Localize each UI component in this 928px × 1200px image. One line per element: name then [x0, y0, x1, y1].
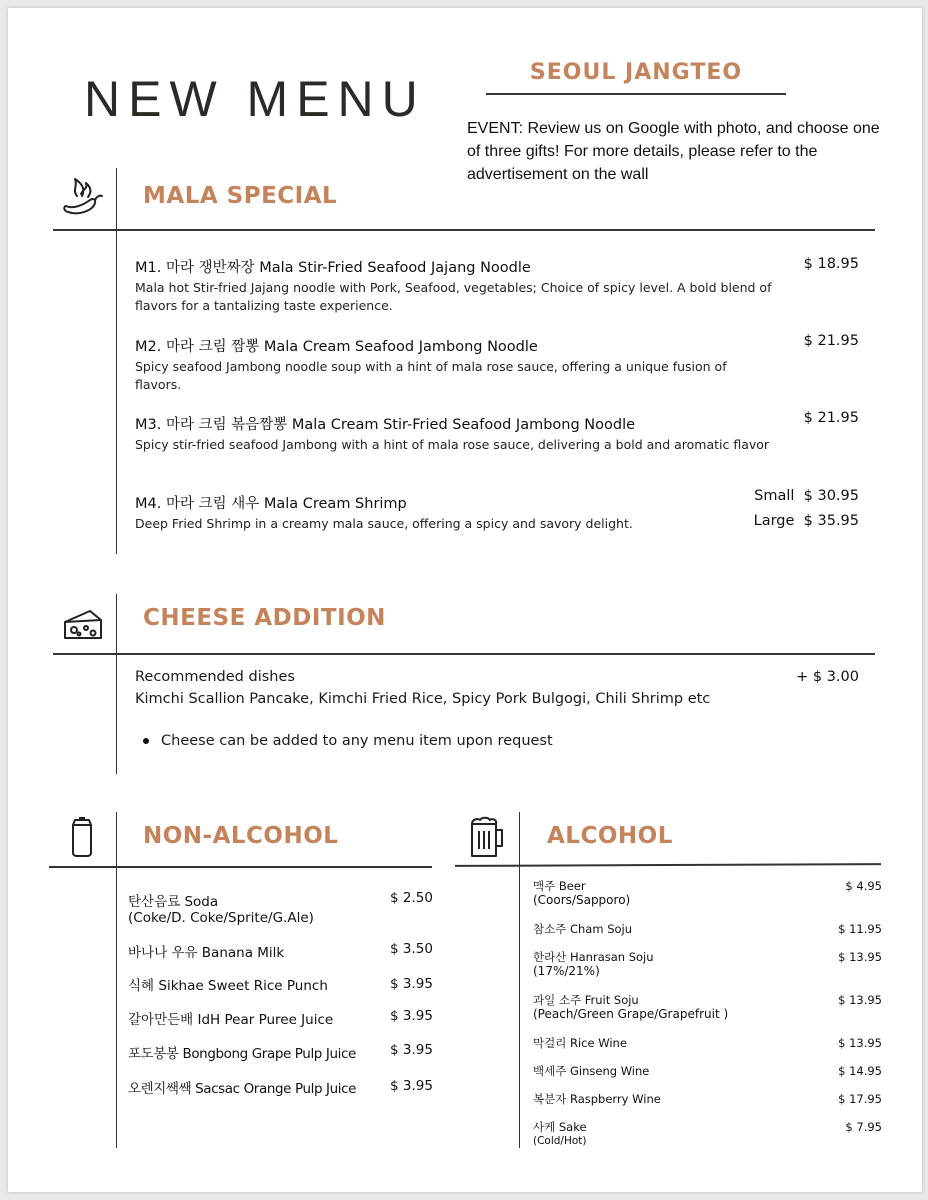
- drink-price: $ 3.95: [390, 1078, 433, 1094]
- alcohol-item: 막걸리 Rice Wine: [533, 1036, 627, 1050]
- menu-page: [8, 8, 922, 1192]
- cheese-note: [143, 733, 553, 749]
- item-price: $ 21.95: [803, 410, 859, 426]
- drink-price: $ 2.50: [390, 890, 433, 906]
- cheese-divider-vertical: [116, 594, 117, 774]
- alcohol-name: 한라산 Hanrasan Soju: [533, 950, 654, 964]
- alcohol-price: $ 13.95: [838, 1036, 882, 1050]
- alcohol-name: 맥주 Beer: [533, 879, 586, 893]
- cheese-divider-horizontal: [53, 653, 875, 655]
- cheese-dishes: Kimchi Scallion Pancake, Kimchi Fried Rice, Spicy Pork Bulgogi, Chili Shrimp etc: [135, 691, 711, 707]
- alcohol-price: $ 4.95: [845, 879, 882, 893]
- non-alcohol-divider-horizontal: [49, 866, 432, 868]
- drink-price: $ 3.95: [390, 976, 433, 992]
- cheese-section-title: CHEESE ADDITION: [143, 605, 386, 631]
- alcohol-price: $ 13.95: [838, 993, 882, 1007]
- can-icon: [70, 816, 94, 858]
- alcohol-divider-vertical: [519, 812, 520, 1148]
- alcohol-item: 백세주 Ginseng Wine: [533, 1064, 650, 1078]
- alcohol-subtext: (Peach/Green Grape/Grapefruit ): [533, 1007, 729, 1021]
- chili-fire-icon: [58, 176, 104, 220]
- brand-name: SEOUL JANGTEO: [529, 60, 743, 85]
- item-description: Deep Fried Shrimp in a creamy mala sauce, offering a spicy and savory delight.: [135, 516, 633, 531]
- alcohol-price: $ 11.95: [838, 922, 882, 936]
- alcohol-price: $ 7.95: [845, 1120, 882, 1134]
- drink-item: 포도봉봉 Bongbong Grape Pulp Juice: [128, 1046, 356, 1062]
- drink-subtext: (Coke/D. Coke/Sprite/G.Ale): [128, 910, 314, 926]
- alcohol-item: [533, 879, 783, 907]
- brand-underline: [486, 93, 786, 95]
- cheese-icon: [62, 608, 104, 642]
- alcohol-subtext: (17%/21%): [533, 964, 600, 978]
- cheese-recommended-label: Recommended dishes: [135, 669, 295, 685]
- item-price: $ 18.95: [803, 256, 859, 272]
- item-description: Spicy seafood Jambong noodle soup with a hint of mala rose sauce, offering a unique fusion of flavors.: [135, 359, 727, 392]
- alcohol-name: 과일 소주 Fruit Soju: [533, 993, 639, 1007]
- page-title: NEW MENU: [84, 71, 426, 127]
- drink-item: 식혜 Sikhae Sweet Rice Punch: [128, 978, 328, 994]
- drink-price: $ 3.95: [390, 1042, 433, 1058]
- alcohol-section-title: ALCOHOL: [547, 823, 673, 849]
- cheese-price: + $ 3.00: [796, 669, 859, 685]
- non-alcohol-divider-vertical: [116, 812, 117, 1148]
- mala-divider-vertical: [116, 168, 117, 554]
- alcohol-price: $ 13.95: [838, 950, 882, 964]
- drink-item: 오렌지쌕쌕 Sacsac Orange Pulp Juice: [128, 1081, 357, 1097]
- drink-item: 갈아만든배 IdH Pear Puree Juice: [128, 1012, 334, 1028]
- alcohol-name: 사케 Sake: [533, 1120, 587, 1134]
- non-alcohol-section-title: NON-ALCOHOL: [143, 823, 339, 849]
- item-price-small: Small $ 30.95: [754, 488, 859, 504]
- alcohol-item: 참소주 Cham Soju: [533, 922, 633, 936]
- item-description: Mala hot Stir-fried Jajang noodle with Pork, Seafood, vegetables; Choice of spicy level. A bold blend of flavors for a tantalizing taste experience.: [135, 280, 772, 313]
- item-name: M2. 마라 크림 짬뽕 Mala Cream Seafood Jambong Noodle: [135, 339, 538, 355]
- mala-section-title: MALA SPECIAL: [143, 183, 338, 209]
- bullet: [143, 738, 149, 744]
- alcohol-item: 복분자 Raspberry Wine: [533, 1092, 661, 1106]
- menu-item-m1: [135, 256, 855, 315]
- mala-divider-horizontal: [53, 229, 875, 231]
- alcohol-price: $ 17.95: [838, 1092, 882, 1106]
- alcohol-subtext: (Coors/Sapporo): [533, 893, 631, 907]
- beer-mug-icon: [468, 816, 506, 858]
- item-name: M3. 마라 크림 볶음짬뽕 Mala Cream Stir-Fried Seafood Jambong Noodle: [135, 417, 636, 433]
- drink-name: 탄산음료 Soda: [128, 894, 219, 910]
- menu-item-m2: [135, 335, 855, 394]
- menu-item-m3: [135, 413, 855, 454]
- alcohol-item: [533, 950, 783, 978]
- event-notice: EVENT: Review us on Google with photo, and choose one of three gifts! For more details, please refer to the advertisement on the wall: [467, 120, 880, 183]
- item-description: Spicy stir-fried seafood Jambong with a hint of mala rose sauce, delivering a bold and aromatic flavor: [135, 437, 770, 452]
- drink-price: $ 3.50: [390, 941, 433, 957]
- item-name: M1. 마라 쟁반짜장 Mala Stir-Fried Seafood Jajang Noodle: [135, 260, 531, 276]
- alcohol-item: [533, 1120, 783, 1148]
- alcohol-item: [533, 993, 783, 1021]
- item-price-large: Large $ 35.95: [753, 513, 859, 529]
- item-price: $ 21.95: [803, 333, 859, 349]
- drink-price: $ 3.95: [390, 1008, 433, 1024]
- alcohol-price: $ 14.95: [838, 1064, 882, 1078]
- cheese-note-text: Cheese can be added to any menu item upon request: [161, 733, 553, 749]
- alcohol-subtext: (Cold/Hot): [533, 1135, 587, 1147]
- drink-item: 바나나 우유 Banana Milk: [128, 945, 285, 961]
- item-name: M4. 마라 크림 새우 Mala Cream Shrimp: [135, 496, 407, 512]
